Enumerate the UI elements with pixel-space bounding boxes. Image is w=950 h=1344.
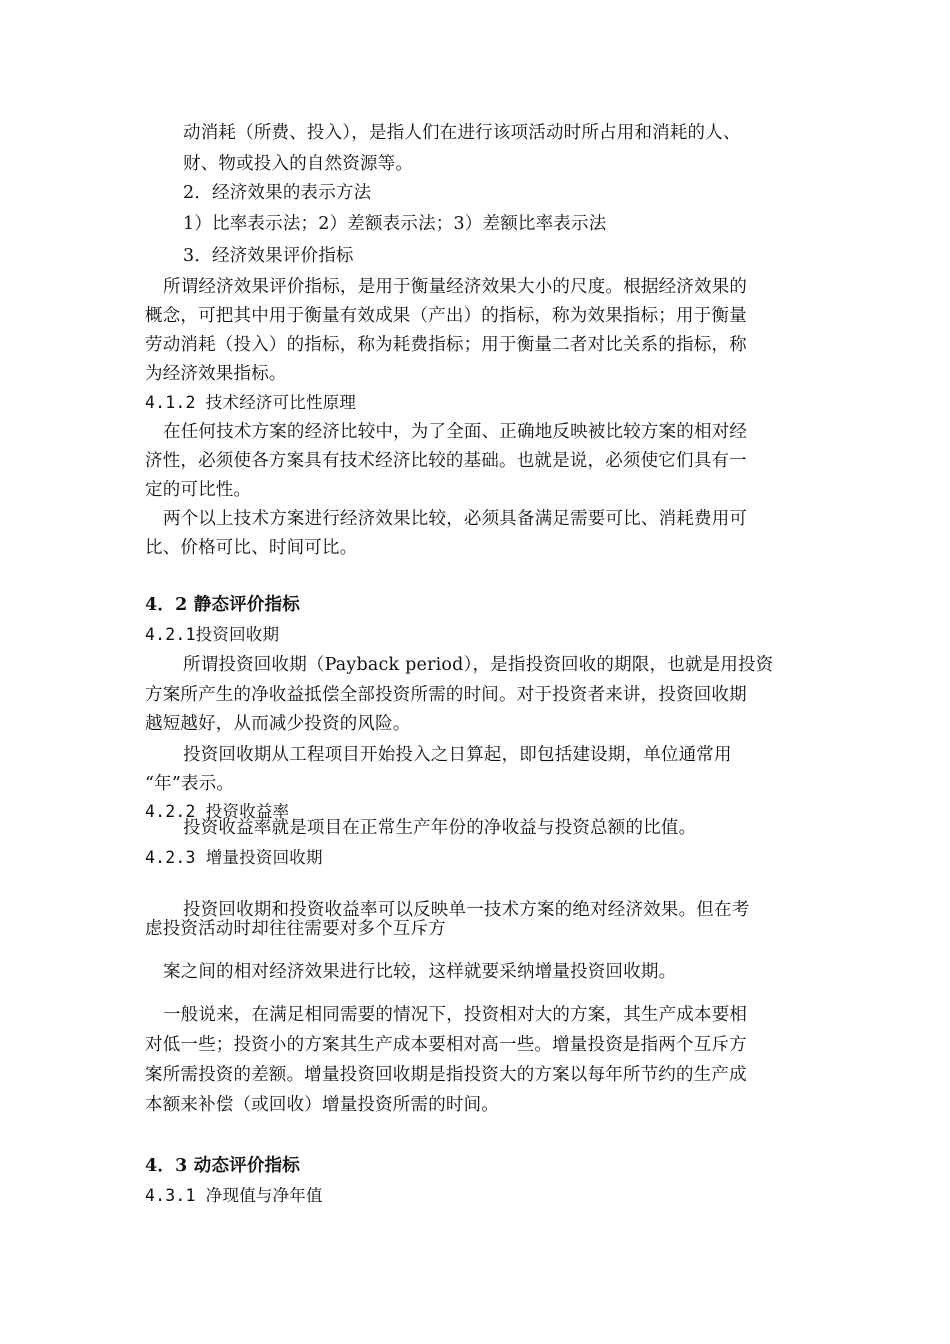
- subsection-heading: 4.2.2 投资收益率: [145, 802, 290, 821]
- section-heading: 4．3 动态评价指标: [145, 1156, 300, 1176]
- paragraph-line: “年”表示。: [145, 774, 235, 794]
- paragraph-line: 案之间的相对经济效果进行比较，这样就要采纳增量投资回收期。: [163, 962, 677, 982]
- paragraph-line: 在任何技术方案的经济比较中，为了全面、正确地反映被比较方案的相对经: [163, 422, 748, 442]
- paragraph-line: 越短越好，从而减少投资的风险。: [145, 714, 411, 734]
- subsection-heading: 4.2.1投资回收期: [145, 625, 280, 644]
- paragraph-line: 为经济效果指标。: [145, 364, 287, 384]
- section-heading: 4．2 静态评价指标: [145, 595, 300, 615]
- paragraph-line: 对低一些；投资小的方案其生产成本要相对高一些。增量投资是指两个互斥方: [145, 1035, 747, 1055]
- paragraph-line: 所谓经济效果评价指标，是用于衡量经济效果大小的尺度。根据经济效果的: [163, 277, 748, 297]
- paragraph-line: 投资收益率就是项目在正常生产年份的净收益与投资总额的比值。: [183, 818, 697, 838]
- subsection-heading: 4.1.2 技术经济可比性原理: [145, 393, 357, 412]
- paragraph-line: 投资回收期从工程项目开始投入之日算起，即包括建设期，单位通常用: [183, 745, 732, 765]
- paragraph-line: 概念，可把其中用于衡量有效成果（产出）的指标，称为效果指标；用于衡量: [145, 306, 747, 326]
- list-item: 1）比率表示法；2）差额表示法；3）差额比率表示法: [183, 214, 607, 234]
- paragraph-line: 劳动消耗（投入）的指标，称为耗费指标；用于衡量二者对比关系的指标，称: [145, 335, 747, 355]
- paragraph-line: 投资回收期和投资收益率可以反映单一技术方案的绝对经济效果。但在考: [183, 900, 750, 920]
- paragraph-line: 动消耗（所费、投入），是指人们在进行该项活动时所占用和消耗的人、: [183, 123, 741, 143]
- subsection-heading: 4.3.1 净现值与净年值: [145, 1186, 323, 1205]
- subsection-heading: 4.2.3 增量投资回收期: [145, 848, 323, 867]
- paragraph-line: 定的可比性。: [145, 480, 252, 500]
- list-item-heading: 2．经济效果的表示方法: [183, 183, 372, 203]
- paragraph-line: 济性，必须使各方案具有技术经济比较的基础。也就是说，必须使它们具有一: [145, 451, 747, 471]
- paragraph-line: 本额来补偿（或回收）增量投资所需的时间。: [145, 1095, 499, 1115]
- paragraph-line: 所谓投资回收期（Payback period），是指投资回收的期限，也就是用投资: [183, 655, 774, 675]
- paragraph-line: 方案所产生的净收益抵偿全部投资所需的时间。对于投资者来讲，投资回收期: [145, 685, 747, 705]
- paragraph-line: 财、物或投入的自然资源等。: [183, 154, 414, 174]
- list-item-heading: 3．经济效果评价指标: [183, 246, 354, 266]
- paragraph-line: 一般说来，在满足相同需要的情况下，投资相对大的方案，其生产成本要相: [163, 1005, 748, 1025]
- paragraph-line: 案所需投资的差额。增量投资回收期是指投资大的方案以每年所节约的生产成: [145, 1065, 747, 1085]
- paragraph-line: 比、价格可比、时间可比。: [145, 538, 358, 558]
- paragraph-line: 两个以上技术方案进行经济效果比较，必须具备满足需要可比、消耗费用可: [163, 509, 748, 529]
- paragraph-line: 虑投资活动时却往往需要对多个互斥方: [145, 919, 446, 939]
